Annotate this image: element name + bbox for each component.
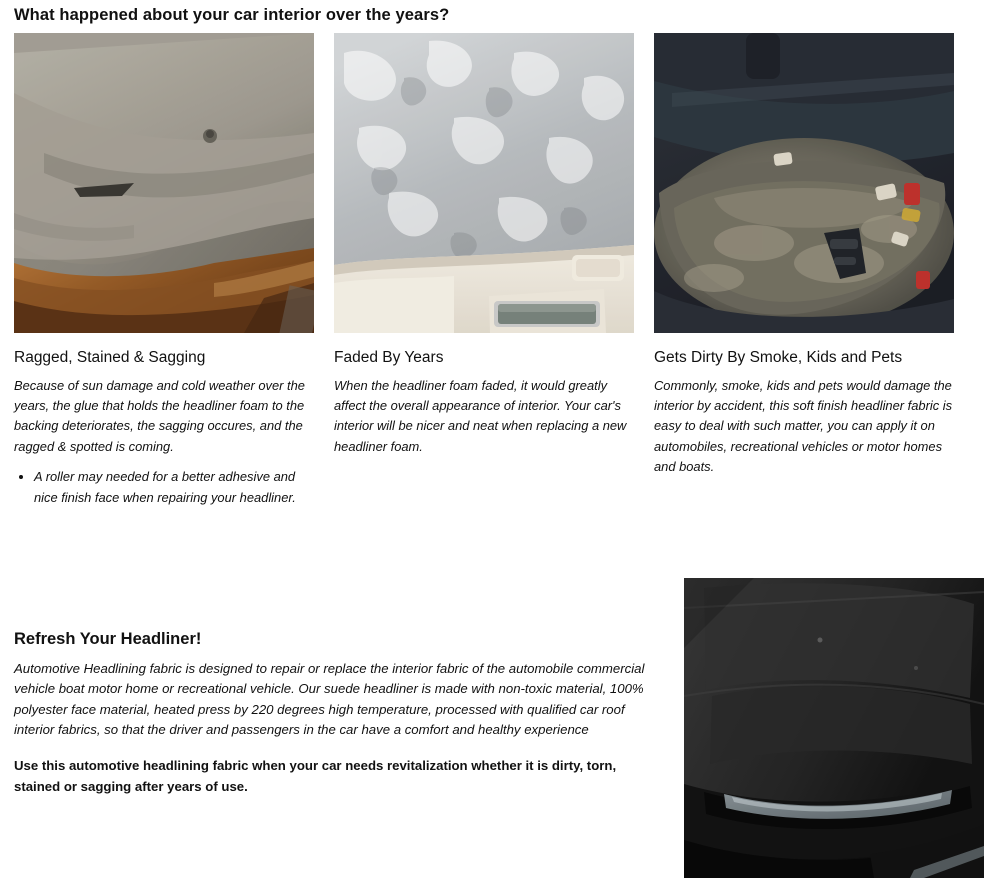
- card-bullet-list: [14, 467, 314, 508]
- dirty-car-seat-photo: [654, 33, 954, 333]
- page-title: What happened about your car interior over the years?: [14, 6, 450, 24]
- card-ragged-stained-sagging: [14, 33, 314, 510]
- section-paragraph: Automotive Headlining fabric is designed to repair or replace the interior fabric of the automobile commercial vehicle boat motor home or recreational vehicle. Our suede headliner is made with non-toxic material, 100% polyester face material, heated press by 220 degrees high temperature, processed with qualified car roof interior fabrics, so that the driver and passengers in the car have a comfort and healthy experience: [14, 661, 645, 737]
- faded-headliner-roof-photo: [334, 33, 634, 333]
- card-title: Gets Dirty By Smoke, Kids and Pets: [654, 349, 903, 366]
- card-body: Commonly, smoke, kids and pets would damage the interior by accident, this soft finish headliner fabric is easy to deal with such matter, you can apply it on automobiles, recreational vehicles or motor homes and boats.: [654, 377, 953, 475]
- section-bold-note: Use this automotive headlining fabric when your car needs revitalization whether it is dirty, torn, stained or sagging after years of use.: [14, 758, 617, 794]
- card-body: When the headliner foam faded, it would greatly affect the overall appearance of interior. Your car's interior will be nicer and neat when replacing a new headliner foam.: [334, 377, 627, 454]
- card-faded-by-years: [334, 33, 634, 510]
- refresh-headliner-text: [14, 578, 664, 878]
- black-suede-headliner-installed-photo: [684, 578, 984, 878]
- card-title: Faded By Years: [334, 349, 444, 366]
- feature-cards: [0, 33, 1000, 510]
- section-title: Refresh Your Headliner!: [14, 630, 202, 648]
- list-item: • A roller may needed for a better adhesive and nice finish face when repairing your headliner.: [34, 467, 314, 508]
- card-title: Ragged, Stained & Sagging: [14, 349, 206, 366]
- card-gets-dirty: [654, 33, 954, 510]
- refresh-headliner-section: [0, 578, 1000, 878]
- sagging-torn-headliner-photo: [14, 33, 314, 333]
- card-body: Because of sun damage and cold weather over the years, the glue that holds the headliner foam to the backing deteriorates, the sagging occures, and the ragged & spotted is coming.: [14, 377, 305, 454]
